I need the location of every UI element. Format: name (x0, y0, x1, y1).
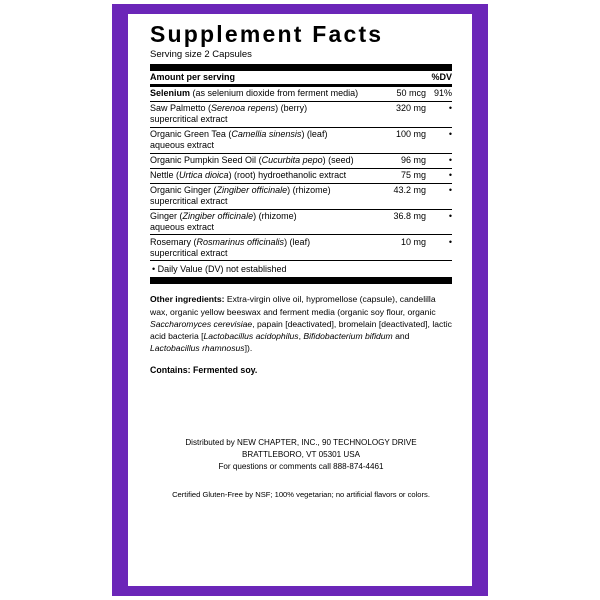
table-row (150, 153, 452, 168)
nutrient-detail: (Cucurbita pepo) (seed) (258, 155, 354, 166)
nutrient-name: Saw Palmetto (150, 103, 206, 114)
table-row (150, 101, 452, 127)
other-ingredients-text: Other ingredients: Extra-virgin olive oil, hypromellose (capsule), candelilla wax, organic yellow beeswax and ferment media (organic soy flour, organic Saccharomyces cerevisiae, papain [deactivated], bromelain [deactivated], lactic acid bacteria [Lactobacillus acidophilus, Bifidobacterium bifidum and Lactobacillus rhamnosus]). (150, 294, 452, 354)
nutrient-name: Organic Ginger (150, 185, 212, 196)
nutrient-detail: (Urtica dioica) (root) hydroethanolic extract (176, 170, 347, 181)
nutrient-amount: 10 mg (400, 236, 426, 247)
nutrient-amount: 36.8 mg (393, 211, 426, 222)
certification-text: Certified Gluten-Free by NSF; 100% vegetarian; no artificial flavors or colors. (172, 489, 430, 499)
distributor-line-1: Distributed by NEW CHAPTER, INC., 90 TECHNOLOGY DRIVE (185, 438, 417, 448)
nutrient-name-cell (150, 103, 374, 125)
nutrient-dv: • (448, 103, 452, 114)
nutrient-name: Organic Pumpkin Seed Oil (150, 155, 257, 166)
nutrient-name-cell (150, 211, 374, 233)
distributor-line-2: BRATTLEBORO, VT 05301 USA (241, 450, 360, 460)
nutrient-detail: (Camellia sinensis) (leaf) (228, 129, 328, 140)
nutrient-detail: (Zingiber officinale) (rhizome) (179, 211, 297, 222)
table-row (150, 183, 452, 209)
supplement-facts-title: Supplement Facts (150, 21, 384, 47)
nutrient-name: Nettle (150, 170, 174, 181)
nutrient-name: Organic Green Tea (150, 129, 226, 140)
nutrient-name-cell (150, 170, 374, 181)
table-row (150, 127, 452, 153)
table-row (150, 209, 452, 235)
nutrient-name: Ginger (150, 211, 178, 222)
nutrient-name-cell (150, 155, 374, 166)
distributor-info (150, 437, 452, 472)
nutrient-detail: (Serenoa repens) (berry) (208, 103, 308, 114)
nutrient-subtext: supercritical extract (150, 114, 228, 125)
nutrient-amount: 320 mg (395, 103, 426, 114)
nutrient-amount: 100 mg (395, 129, 426, 140)
nutrient-name-cell (150, 88, 374, 99)
nutrient-amount: 50 mcg (396, 88, 426, 99)
nutrient-subtext: aqueous extract (150, 140, 215, 151)
nutrient-subtext: supercritical extract (150, 196, 228, 207)
nutrient-name-cell (150, 237, 374, 259)
nutrient-subtext: supercritical extract (150, 247, 228, 258)
distributor-contact: For questions or comments call 888-874-4461 (218, 461, 384, 471)
nutrient-amount: 75 mg (400, 170, 426, 181)
nutrient-detail: (Zingiber officinale) (rhizome) (213, 185, 331, 196)
contains-allergen-text: Contains: Fermented soy. (150, 365, 258, 376)
nutrient-name: Rosemary (150, 236, 192, 247)
nutrient-dv: • (448, 155, 452, 166)
nutrient-dv: 91% (433, 88, 452, 99)
rule-top-thick (150, 64, 452, 71)
nutrient-dv: • (448, 170, 452, 181)
table-row (150, 234, 452, 260)
nutrient-name-cell (150, 185, 374, 207)
facts-header-row (150, 71, 452, 84)
daily-value-footnote: • Daily Value (DV) not established (150, 260, 452, 284)
nutrient-dv: • (448, 185, 452, 196)
amount-per-serving-label: Amount per serving (150, 72, 236, 83)
nutrient-name: Selenium (150, 88, 191, 99)
serving-size: Serving size 2 Capsules (150, 49, 252, 61)
nutrient-detail: (Rosmarinus officinalis) (leaf) (193, 236, 311, 247)
nutrient-amount: 96 mg (400, 155, 426, 166)
nutrient-detail: (as selenium dioxide from ferment media) (192, 88, 359, 99)
nutrient-subtext: aqueous extract (150, 221, 215, 232)
nutrient-dv: • (448, 211, 452, 222)
nutrient-name-cell (150, 129, 374, 151)
nutrient-dv: • (448, 129, 452, 140)
percent-dv-label: %DV (431, 72, 452, 83)
nutrient-amount: 43.2 mg (393, 185, 426, 196)
table-row (150, 87, 452, 101)
table-row (150, 168, 452, 183)
nutrient-dv: • (448, 236, 452, 247)
label-content (150, 22, 452, 499)
